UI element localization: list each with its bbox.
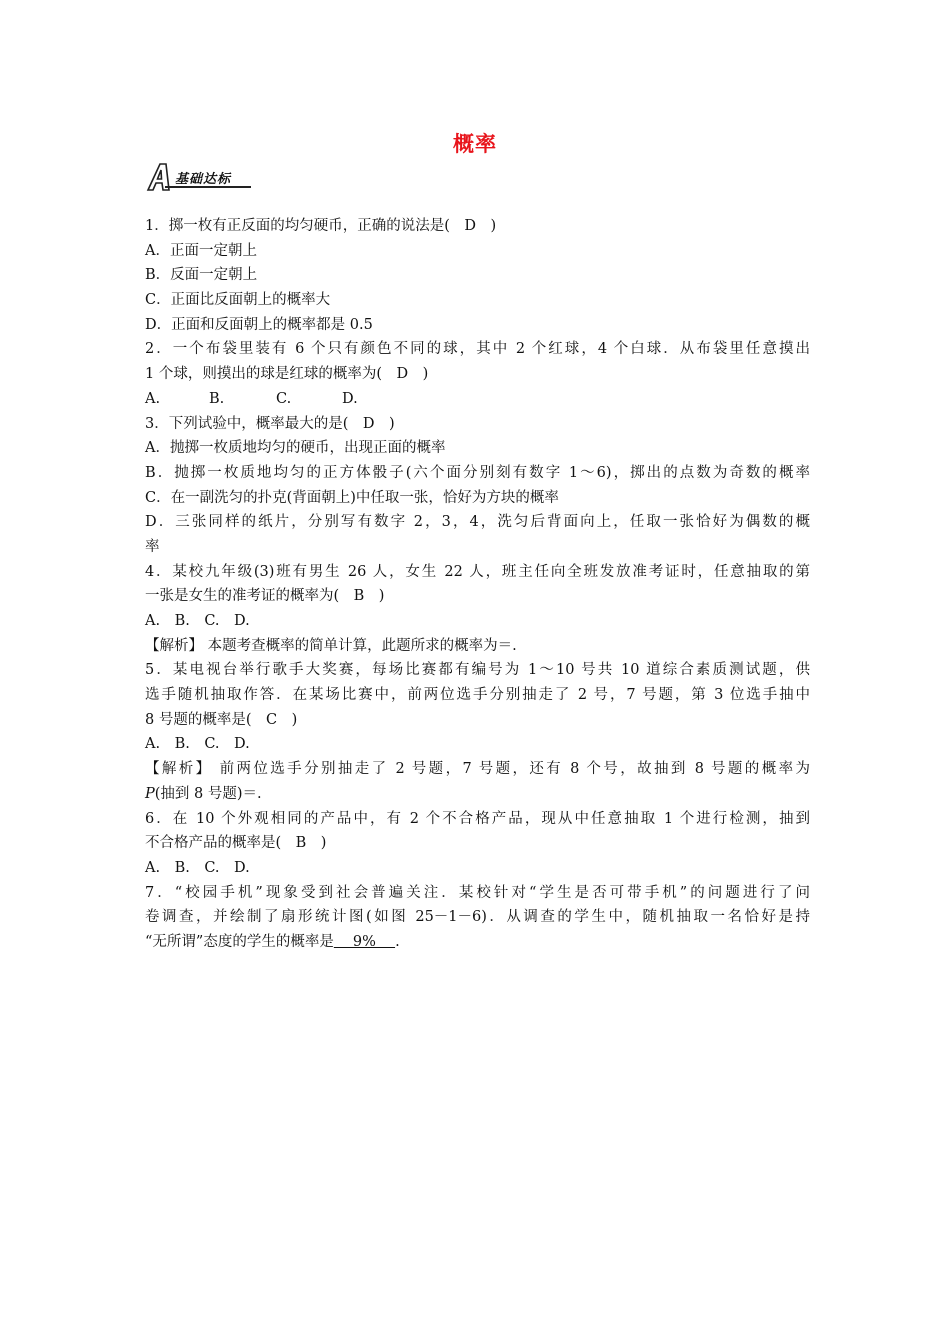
answer-blank: 9% [333,933,396,950]
question-5-analysis-line-1: 【解析】 前两位选手分别抽走了 2 号题，7 号题，还有 8 个号，故抽到 8 号题的概率为 [145,761,810,778]
question-7-end: . [395,933,400,950]
question-5-line-3: 8 号题的概率是( C ) [145,711,298,728]
question-1: 1．掷一枚有正反面的均匀硬币，正确的说法是( D ) [145,218,497,234]
section-badge [143,162,253,192]
question-1-option-d: D．正面和反面朝上的概率都是 0.5 [145,316,373,333]
question-7-line-3 [145,930,810,955]
question-3-option-b: B．抛掷一枚质地均匀的正方体骰子(六个面分别刻有数字 1～6)，掷出的点数为奇数的概率 [145,464,810,481]
probability-symbol: P [145,785,155,802]
question-6-line-2: 不合格产品的概率是( B ) [145,835,327,852]
question-2-line-1: 2．一个布袋里装有 6 个只有颜色不同的球，其中 2 个红球，4 个白球．从布袋里任意摸出 [145,341,810,358]
question-2-option-c: C. [276,390,292,407]
question-3-option-c: C．在一副洗匀的扑克(背面朝上)中任取一张，恰好为方块的概率 [145,489,559,506]
question-5-line-1: 5．某电视台举行歌手大奖赛，每场比赛都有编号为 1～10 号共 10 道综合素质测试题，供 [145,662,810,679]
question-2-option-a: A. [145,390,161,407]
question-5-options: A. B. C. D. [145,736,250,753]
question-2-option-b: B. [209,390,225,407]
question-5-analysis-formula: (抽到 8 号题)＝. [154,785,262,802]
section-label: 基础达标 [175,172,232,187]
question-3: 3．下列试验中，概率最大的是( D ) [145,415,395,432]
question-5-analysis-line-2 [145,782,810,807]
question-2-options [145,387,810,412]
question-7-text: “无所谓”态度的学生的概率是 [145,933,334,950]
page-title: 概率 [453,132,497,156]
question-3-option-d-line-1: D．三张同样的纸片，分别写有数字 2，3，4，洗匀后背面向上，任取一张恰好为偶数的概 [145,514,810,531]
question-1-option-c: C．正面比反面朝上的概率大 [145,292,331,309]
question-1-option-b: B．反面一定朝上 [145,267,258,284]
question-4-line-1: 4．某校九年级(3)班有男生 26 人，女生 22 人，班主任向全班发放准考证时，任意抽取的第 [145,563,810,580]
question-1-option-a: A．正面一定朝上 [145,242,257,259]
document-body [145,214,810,955]
question-7-line-1: 7．“校园手机”现象受到社会普遍关注．某校针对“学生是否可带手机”的问题进行了问 [145,884,810,901]
question-3-option-a: A．抛掷一枚质地均匀的硬币，出现正面的概率 [145,440,446,457]
question-3-option-d-line-2: 率 [145,538,160,555]
question-4-analysis: 【解析】 本题考查概率的简单计算，此题所求的概率为＝. [145,637,517,654]
question-7-line-2: 卷调查，并绘制了扇形统计图(如图 25－1－6)．从调查的学生中，随机抽取一名恰好是持 [145,909,810,926]
question-5-line-2: 选手随机抽取作答．在某场比赛中，前两位选手分别抽走了 2 号，7 号题，第 3 位选手抽中 [145,687,810,704]
question-6-options: A. B. C. D. [145,859,250,876]
question-4-line-2: 一张是女生的准考证的概率为( B ) [145,588,385,605]
question-6-line-1: 6．在 10 个外观相同的产品中，有 2 个不合格产品，现从中任意抽取 1 个进行检测，抽到 [145,810,810,827]
question-2-option-d: D. [342,390,358,407]
question-4-options: A. B. C. D. [145,613,250,629]
question-2-line-2: 1 个球，则摸出的球是红球的概率为( D ) [145,366,429,383]
